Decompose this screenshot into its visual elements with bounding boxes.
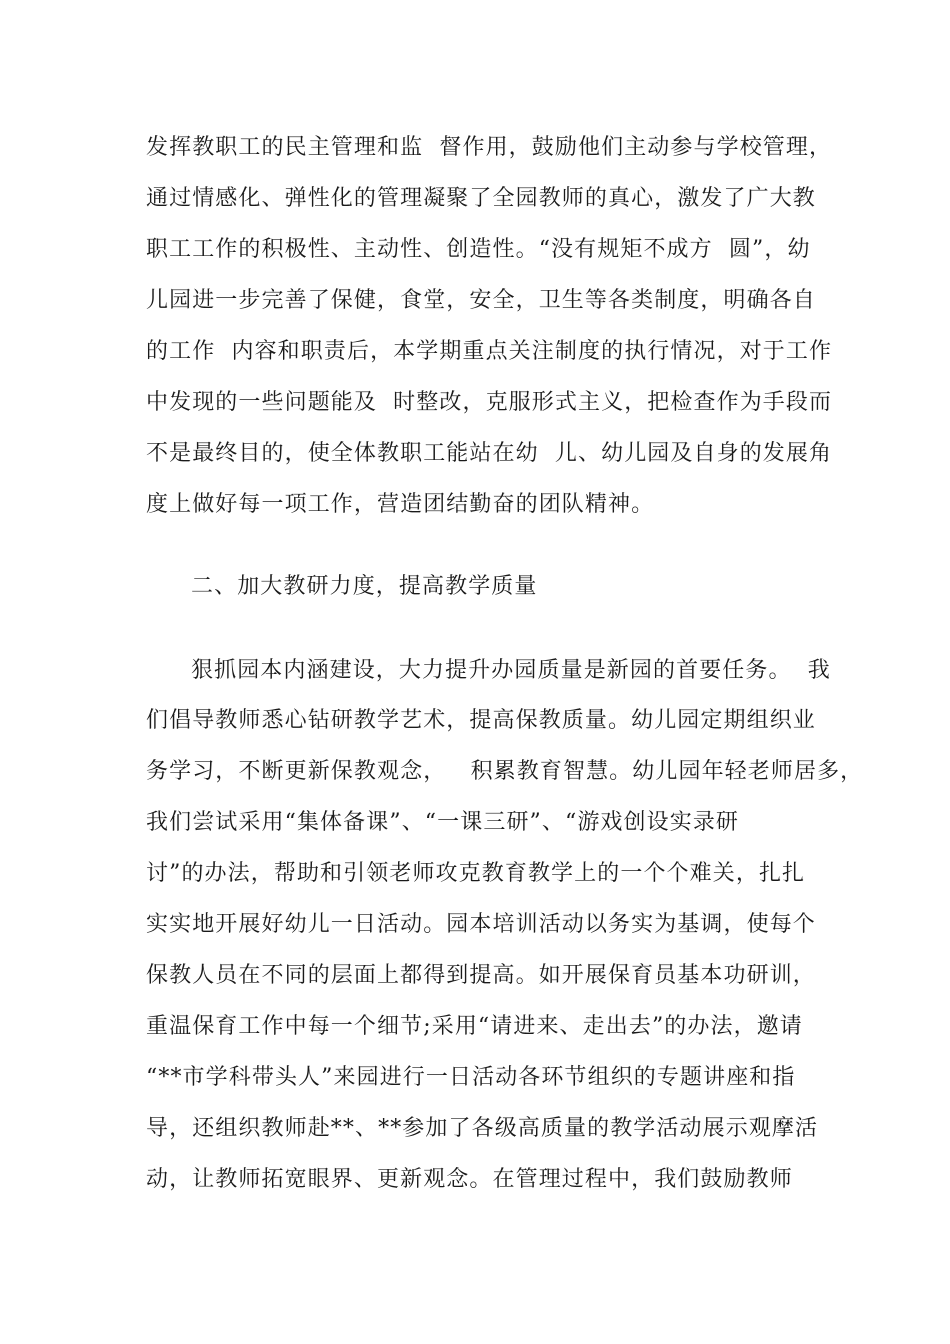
- paragraph-1-line: 发挥教职工的民主管理和监 督作用，鼓励他们主动参与学校管理，: [146, 135, 833, 160]
- paragraph-1-line: 职工工作的积极性、主动性、创造性。“没有规矩不成方 圆”，幼: [146, 237, 811, 262]
- paragraph-1-line: 度上做好每一项工作，营造团结勤奋的团队精神。: [146, 492, 655, 517]
- paragraph-1-line: 儿园进一步完善了保健，食堂，安全，卫生等各类制度，明确各自: [146, 288, 816, 313]
- section-heading: 二、加大教研力度，提高教学质量: [191, 574, 538, 599]
- paragraph-2-line: 讨”的办法，帮助和引领老师攻克教育教学上的一个个难关，扎扎: [146, 861, 806, 886]
- paragraph-2-line: 我们尝试采用“集体备课”、“一课三研”、“游戏创设实录研: [146, 810, 740, 835]
- paragraph-2-line: 们倡导教师悉心钻研教学艺术，提高保教质量。幼儿园定期组织业: [146, 708, 816, 733]
- paragraph-2-line: 实实地开展好幼儿一日活动。园本培训活动以务实为基调，使每个: [146, 912, 816, 937]
- paragraph-2-line: 保教人员在不同的层面上都得到提高。如开展保育员基本功研训，: [146, 963, 816, 988]
- paragraph-2-line: 重温保育工作中每一个细节;采用“请进来、走出去”的办法，邀请: [146, 1014, 803, 1039]
- paragraph-2-line: 狠抓园本内涵建设，大力提升办园质量是新园的首要任务。 我: [191, 658, 831, 683]
- paragraph-1-line: 通过情感化、弹性化的管理凝聚了全园教师的真心，激发了广大教: [146, 186, 816, 211]
- paragraph-2-line: 务学习，不断更新保教观念， 积累教育智慧。幼儿园年轻老师居多，: [146, 759, 864, 784]
- paragraph-2-line: “**市学科带头人”来园进行一日活动各环节组织的专题讲座和指: [146, 1065, 796, 1090]
- paragraph-2-line: 动，让教师拓宽眼界、更新观念。在管理过程中，我们鼓励教师: [146, 1167, 793, 1192]
- paragraph-1-line: 中发现的一些问题能及 时整改，克服形式主义，把检查作为手段而: [146, 390, 833, 415]
- paragraph-2-line: 导，还组织教师赴**、**参加了各级高质量的教学活动展示观摩活: [146, 1116, 819, 1141]
- paragraph-1-line: 的工作 内容和职责后，本学期重点关注制度的执行情况，对于工作: [146, 339, 833, 364]
- paragraph-1-line: 不是最终目的，使全体教职工能站在幼 儿、幼儿园及自身的发展角: [146, 441, 833, 466]
